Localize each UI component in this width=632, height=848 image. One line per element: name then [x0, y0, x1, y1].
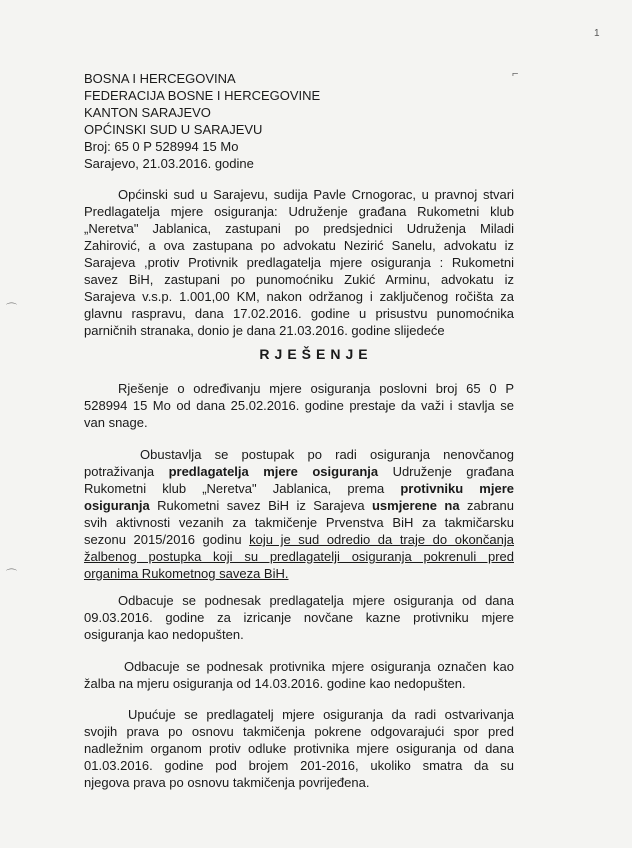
punch-hole-mark: ⌒ [6, 569, 17, 581]
header-court: OPĆINSKI SUD U SARAJEVU [84, 122, 263, 137]
header-canton: KANTON SARAJEVO [84, 105, 211, 120]
page-number: 1 [594, 28, 600, 39]
document-date: Sarajevo, 21.03.2016. godine [84, 156, 254, 171]
court-header [84, 70, 320, 172]
intro-paragraph: Općinski sud u Sarajevu, sudija Pavle Crnogorac, u pravnoj stvari Predlagatelja mjere osiguranja: Udruženje građana Rukometni klub „Neretva" Jablanica, zastupani po predsjednici Udruženja Miladi Zahirović, a ova zastupana po advokatu Nezirić Sanelu, advokatu iz Sarajeva ,protiv Protivnik predlagatelja mjere osiguranja : Rukometni savez BiH, zastupani po punomoćniku Zukić Arminu, advokatu iz Sarajeva v.s.p. 1.001,00 KM, nakon održanog i zaključenog ročišta za glavnu raspravu, dana 17.02.2016. godine u prisustvu punomoćnika parničnih stranaka, donio je dana 21.03.2016. godine slijedeće [84, 187, 514, 338]
decision-paragraph-3: Odbacuje se podnesak predlagatelja mjere osiguranja od dana 09.03.2016. godine za izricanje novčane kazne protivniku mjere osiguranja kao nedopušten. [84, 593, 514, 642]
decision-paragraph-2: Obustavlja se postupak po radi osiguranja nenovčanog potraživanja predlagatelja mjere osiguranja Udruženje građana Rukometni klub „Neretva" Jablanica, prema protivniku mjere osiguranja Rukometni savez BiH iz Sarajeva usmjerene na zabranu svih aktivnosti vezanih za takmičenje Prvenstva BiH za takmičarsku sezonu 2015/2016 godinu koju je sud odredio da traje do okončanja žalbenog postupka koji su predlagatelji osiguranja pokrenuli pred organima Rukometnog saveza BiH. [84, 447, 514, 581]
header-federation: FEDERACIJA BOSNE I HERCEGOVINE [84, 88, 321, 103]
case-number: Broj: 65 0 P 528994 15 Mo [84, 139, 239, 154]
scan-mark: ⌐ [512, 68, 519, 80]
decision-paragraph-1: Rješenje o određivanju mjere osiguranja poslovni broj 65 0 P 528994 15 Mo od dana 25.02.2016. godine prestaje da važi i stavlja se van snage. [84, 381, 514, 430]
header-country: BOSNA I HERCEGOVINA [84, 71, 236, 86]
punch-hole-mark: ⌒ [6, 303, 17, 315]
decision-paragraph-5: Upućuje se predlagatelj mjere osiguranja da radi ostvarivanja svojih prava po osnovu takmičenja pokrene odgovarajući spor pred nadležnim organom protiv odluke protivnika mjere osiguranja od dana 01.03.2016. godine pod brojem 201-2016, ukoliko smatra da su njegova prava po osnovu takmičenja povrijeđena. [84, 707, 514, 790]
decision-paragraph-4: Odbacuje se podnesak protivnika mjere osiguranja označen kao žalba na mjeru osiguranja od 14.03.2016. godine kao nedopušten. [84, 659, 514, 691]
decision-title: RJEŠENJE [259, 346, 373, 362]
